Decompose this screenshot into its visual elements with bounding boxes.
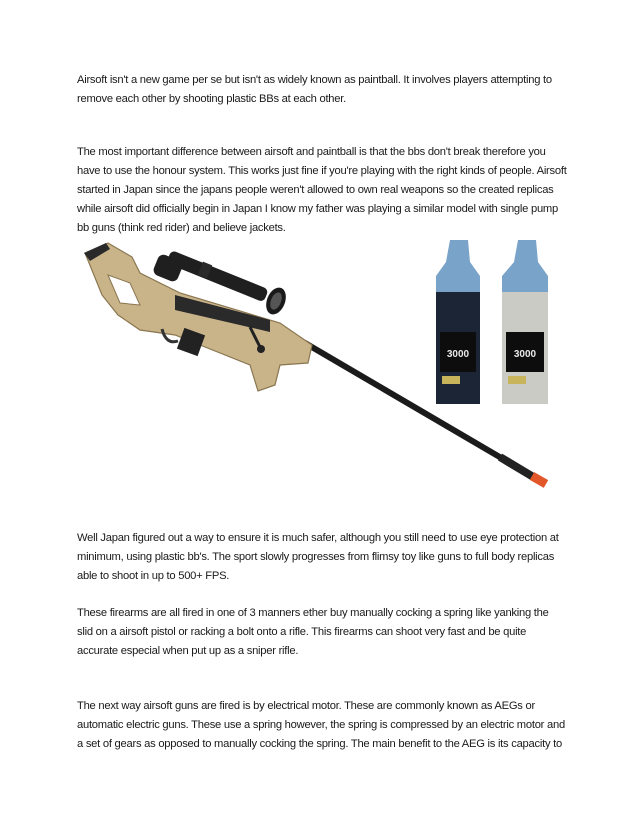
paragraph-differences: The most important difference between airsoft and paintball is that the bbs don't break therefore you have to use the honour system. This works just fine if you're playing with the right kinds of people. Airsoft started in Japan since the japans people weren't allowed to own real weapons so the created replicas while airsoft did officially begin in Japan I know my father was playing a similar model with single pump bb guns (think red rider) and believe jackets. (77, 146, 567, 234)
paragraph-firing-electric: The next way airsoft guns are fired is by electrical motor. These are commonly known as AEGs or automatic electric guns. These use a spring however, the spring is compressed by an electric motor and a set of gears as opposed to manually cocking the spring. The main benefit to the AEG is its capacity to (77, 700, 565, 750)
paragraph-firing-manual: These firearms are all fired in one of 3 manners ether buy manually cocking a spring like yanking the slid on a airsoft pistol or racking a bolt onto a rifle. This firearms can shoot very fast and be quite accurate especial when put up as a sniper rifle. (77, 607, 549, 657)
bottle-label-left: 3000 (446, 349, 470, 360)
paragraph-intro: Airsoft isn't a new game per se but isn't as widely known as paintball. It involves players attempting to remove each other by shooting plastic BBs at each other. (77, 74, 552, 105)
paragraph-safety: Well Japan figured out a way to ensure it is much safer, although you still need to use eye protection at minimum, using plastic bb's. The sport slowly progresses from flimsy toy like guns to full body replicas able to shoot in up to 500+ FPS. (77, 532, 559, 582)
bb-bottles-image (428, 232, 570, 410)
bottle-label-right: 3000 (513, 349, 537, 360)
